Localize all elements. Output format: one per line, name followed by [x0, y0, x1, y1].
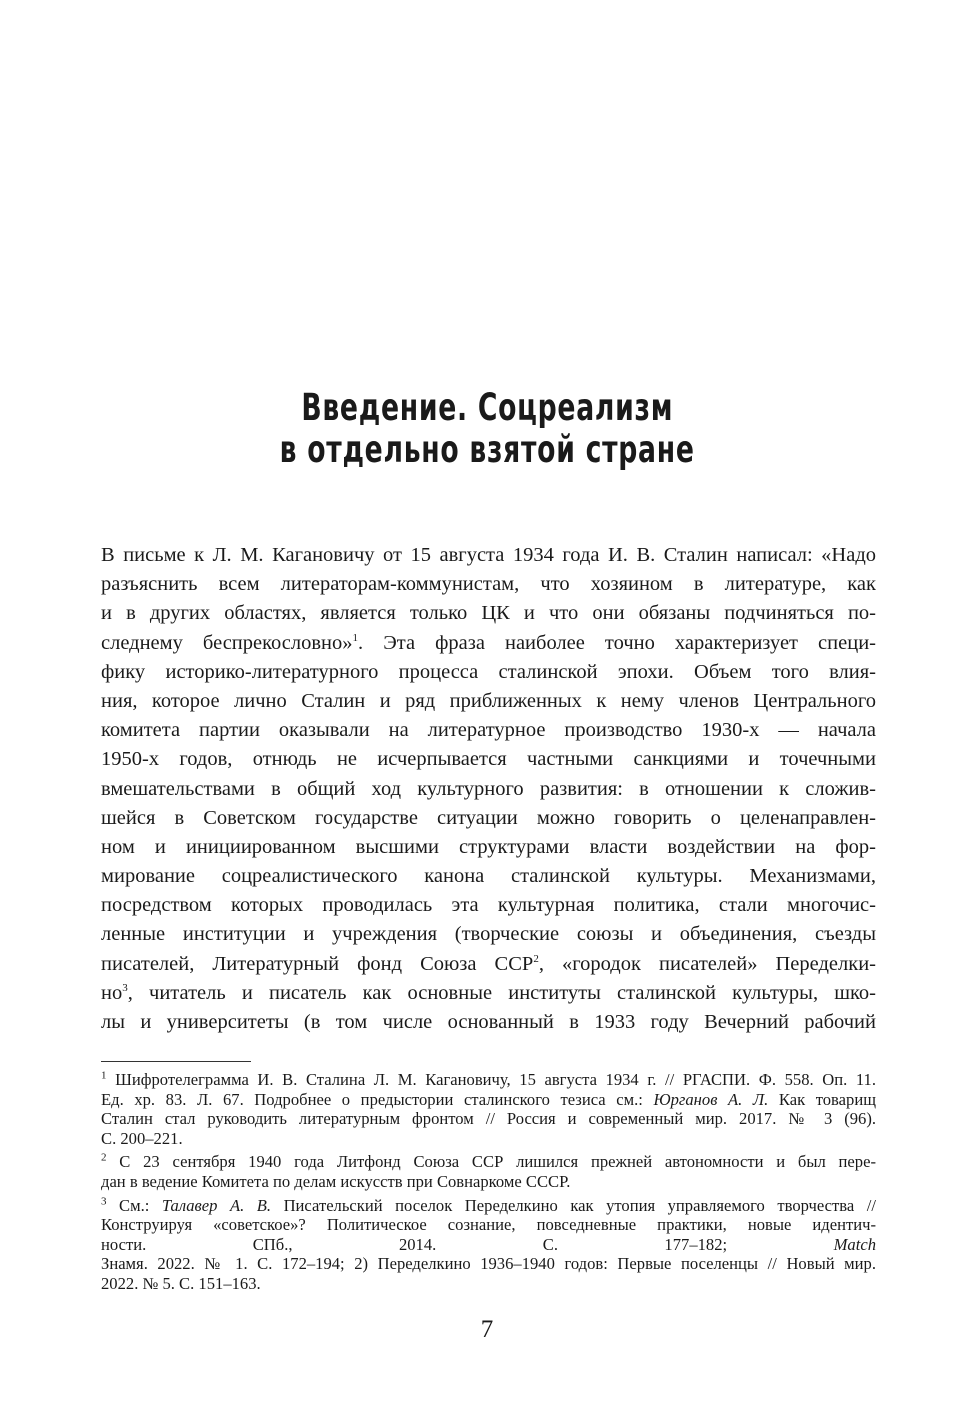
body-line	[101, 862, 876, 891]
footnote-ref: 1	[352, 631, 359, 644]
text-run: . Эта фраза наиболее точно характеризует специ-	[358, 631, 876, 654]
text-run: 1950-х годов, отнюдь не исчерпывается частными санкциями и точечными	[101, 748, 876, 771]
footnote-3-line	[101, 1215, 876, 1235]
text-run: Шифротелеграмма И. В. Сталина Л. М. Кагановичу, 15 августа 1934 г. // РГАСПИ. Ф. 558. Оп. 11.	[106, 1070, 876, 1089]
text-run: следнему беспрекословно»	[101, 631, 353, 654]
text-run: ном и инициированном высшими структурами власти воздействии на фор-	[101, 835, 876, 858]
body-line	[101, 599, 876, 628]
body-text	[101, 541, 876, 1037]
body-line	[101, 745, 876, 774]
text-run: комитета партии оказывали на литературное производство 1930-х — начала	[101, 719, 876, 742]
text-run: лы и университеты (в том числе основанный в 1933 году Вечерний рабочий	[101, 1011, 876, 1033]
text-run: дан в ведение Комитета по делам искусств при Совнаркоме СССР.	[101, 1171, 571, 1191]
body-line	[101, 1008, 876, 1037]
text-run: С. 200–221.	[101, 1128, 183, 1148]
body-line	[101, 804, 876, 833]
body-line	[101, 716, 876, 745]
text-run: мирование соцреалистического канона сталинской культуры. Механизмами,	[101, 865, 876, 888]
italic-run: Юрганов А. Л.	[653, 1089, 769, 1109]
footnote-3-line	[101, 1274, 876, 1294]
footnotes	[101, 1070, 876, 1294]
text-run: шейся в Советском государстве ситуации можно говорить о целенаправлен-	[101, 806, 876, 829]
text-run: ленные институции и учреждения (творческие союзы и объединения, съезды	[101, 923, 876, 946]
body-line	[101, 950, 876, 979]
footnote-ref: 2	[101, 1151, 107, 1164]
text-run: 2022. № 5. С. 151–163.	[101, 1273, 261, 1293]
text-run: фику историко-литературного процесса сталинской эпохи. Объем того влия-	[101, 660, 876, 683]
body-line	[101, 891, 876, 920]
body-line	[101, 570, 876, 599]
text-run: разъяснить всем литераторам-коммунистам, что хозяином в литературе, как	[101, 573, 876, 596]
text-run: Знамя. 2022. № 1. С. 172–194; 2) Переделкино 1936–1940 годов: Первые поселенцы // Новый мир.	[101, 1254, 876, 1274]
text-run: См.:	[106, 1195, 162, 1215]
text-run: Ед. хр. 83. Л. 67. Подробнее о предыстории сталинского тезиса см.:	[101, 1089, 654, 1109]
footnote-2-line	[101, 1152, 876, 1172]
footnote-ref: 2	[533, 952, 539, 965]
body-line	[101, 658, 876, 687]
body-line	[101, 979, 876, 1008]
footnote-ref: 1	[101, 1069, 107, 1082]
text-run: В письме к Л. М. Кагановичу от 15 августа 1934 года И. В. Сталин написал: «Надо	[101, 544, 876, 566]
text-run: но	[101, 981, 123, 1004]
text-run: и в других областях, является только ЦК и что они обязаны подчиняться по-	[101, 602, 876, 625]
body-line	[101, 920, 876, 949]
text-run: , читатель и писатель как основные институты сталинской культуры, шко-	[127, 981, 876, 1004]
chapter-title-line-1: Введение. Соцреализм	[301, 386, 673, 429]
text-run: Сталин стал руководить литературным фронтом // Россия и современный мир. 2017. № 3 (96).	[101, 1109, 876, 1129]
chapter-title-line-2: в отдельно взятой стране	[279, 428, 695, 471]
body-line	[101, 687, 876, 716]
footnote-3-line	[101, 1254, 876, 1274]
footnote-3-line	[101, 1235, 876, 1255]
body-line	[101, 775, 876, 804]
text-run: писателей, Литературный фонд Союза ССР	[101, 952, 534, 975]
text-run: ния, которое лично Сталин и ряд приближенных к нему членов Центрального	[101, 689, 876, 712]
text-run: Писательский поселок Переделкино как утопия управляемого творчества //	[271, 1195, 877, 1215]
footnote-divider	[101, 1061, 251, 1062]
body-line	[101, 629, 876, 658]
text-run: Как товарищ	[768, 1089, 876, 1109]
text-run: С 23 сентября 1940 года Литфонд Союза ССР лишился прежней автономности и был пере-	[106, 1152, 876, 1172]
footnote-ref: 3	[101, 1195, 107, 1208]
footnote-1-line	[101, 1090, 876, 1110]
body-line	[101, 541, 876, 570]
body-line	[101, 833, 876, 862]
footnote-1-line	[101, 1070, 876, 1090]
italic-run: Match	[833, 1234, 876, 1254]
page-number: 7	[480, 1316, 494, 1343]
text-run: вмешательствами в общий ход культурного развития: в отношении к сложив-	[101, 777, 876, 800]
text-run: посредством которых проводилась эта культурная политика, стали многочис-	[101, 894, 876, 917]
text-run: , «городок писателей» Переделки-	[538, 952, 876, 975]
text-run: ности. СПб., 2014. С. 177–182;	[101, 1234, 834, 1254]
footnote-1-line	[101, 1129, 876, 1149]
footnote-1-line	[101, 1109, 876, 1129]
text-run: Конструируя «советское»? Политическое сознание, повседневные практики, новые идентич-	[101, 1215, 876, 1235]
footnote-ref: 3	[122, 981, 128, 994]
footnote-2-line	[101, 1172, 876, 1192]
italic-run: Талавер А. В.	[161, 1195, 272, 1215]
footnote-3-line	[101, 1196, 876, 1216]
